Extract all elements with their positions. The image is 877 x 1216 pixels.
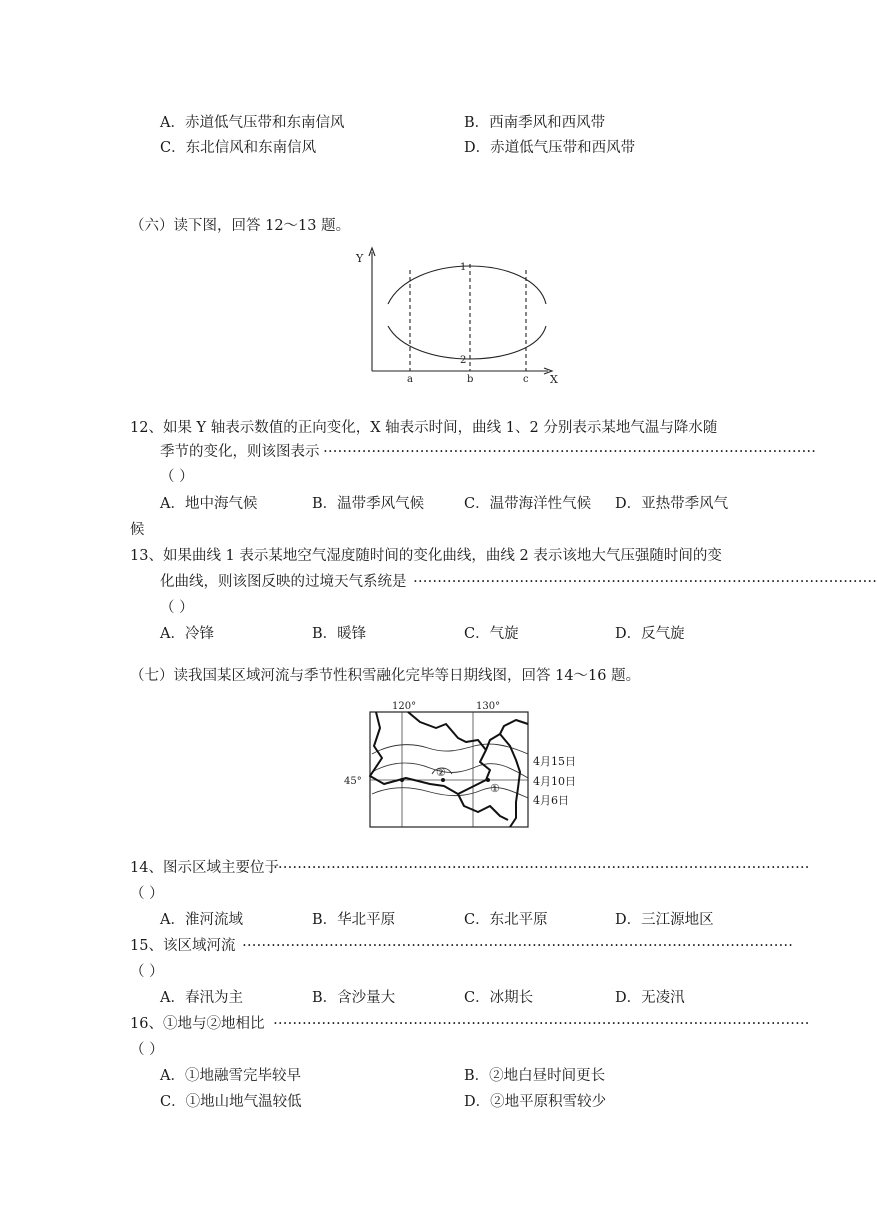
q15-stem: 15、该区域河流 xyxy=(130,938,236,954)
curve-2-label: 2 xyxy=(460,355,467,366)
q15-answer-bracket: （ ） xyxy=(130,964,164,980)
tick-b: b xyxy=(467,374,474,385)
q13-leader-dots: …………………………………………………………………………………… xyxy=(413,570,877,586)
q12-option-b: B．温带季风气候 xyxy=(312,496,425,512)
q12-option-d: D．亚热带季风气 xyxy=(615,496,729,512)
section-heading-7: （七）读我国某区域河流与季节性积雪融化完毕等日期线图，回答 14～16 题。 xyxy=(130,668,641,684)
label-lon-130: 130° xyxy=(476,701,501,712)
q13-option-d: D．反气旋 xyxy=(615,626,685,642)
q13-stem-line1: 13、如果曲线 1 表示某地空气湿度随时间的变化曲线，曲线 2 表示该地大气压强随时间的变 xyxy=(130,548,722,564)
river-north xyxy=(408,712,486,750)
section-heading-6: （六）读下图，回答 12～13 题。 xyxy=(130,218,351,234)
q13-option-c: C．气旋 xyxy=(464,626,519,642)
tick-a: a xyxy=(407,374,413,385)
snowmelt-isoline-map xyxy=(340,698,540,832)
q13-stem-line2: 化曲线，则该图反映的过境天气系统是 xyxy=(160,574,407,590)
q13-option-b: B．暖锋 xyxy=(312,626,367,642)
x-label: X xyxy=(550,373,558,386)
q15-leader-dots: …………………………………………………………………………………………………… xyxy=(242,934,793,950)
label-lon-120: 120° xyxy=(392,701,417,712)
q13-option-a: A．冷锋 xyxy=(160,626,214,642)
isoline-label-apr10: 4月10日 xyxy=(533,775,576,788)
q12-option-a: A．地中海气候 xyxy=(160,496,258,512)
q12-stem-line2: 季节的变化，则该图表示 xyxy=(160,444,320,460)
label-lat-45: 45° xyxy=(344,776,362,787)
option-b: B．西南季风和西风带 xyxy=(464,115,606,131)
q14-option-b: B．华北平原 xyxy=(312,912,396,928)
q16-answer-bracket: （ ） xyxy=(130,1042,164,1058)
isoline-apr15 xyxy=(372,744,528,754)
ellipse-diagram xyxy=(350,244,566,386)
q12-stem-line1: 12、如果 Y 轴表示数值的正向变化，X 轴表示时间，曲线 1、2 分别表示某地气温与降水随 xyxy=(130,420,718,436)
q16-stem: 16、①地与②地相比 xyxy=(130,1016,265,1032)
q12-leader-dots: ………………………………………………………………………………………… xyxy=(323,440,816,456)
isoline-label-apr6: 4月6日 xyxy=(533,794,569,807)
q15-option-d: D．无凌汛 xyxy=(615,990,685,1006)
map-frame xyxy=(370,712,528,827)
q16-option-d: D．②地平原积雪较少 xyxy=(464,1094,607,1110)
option-a: A．赤道低气压带和东南信风 xyxy=(160,115,345,131)
q12-option-c: C．温带海洋性气候 xyxy=(464,496,592,512)
curve-2 xyxy=(388,326,546,359)
q12-option-d-wrap: 候 xyxy=(130,522,145,538)
q14-option-c: C．东北平原 xyxy=(464,912,548,928)
q13-answer-bracket: （ ） xyxy=(160,600,194,616)
q15-option-a: A．春汛为主 xyxy=(160,990,243,1006)
river-south xyxy=(458,794,508,820)
q15-option-b: B．含沙量大 xyxy=(312,990,396,1006)
q16-option-b: B．②地白昼时间更长 xyxy=(464,1068,606,1084)
marker-1: ① xyxy=(490,782,500,795)
curve-1 xyxy=(388,266,546,304)
q14-option-d: D．三江源地区 xyxy=(615,912,714,928)
isoline-label-apr15: 4月15日 xyxy=(533,755,576,768)
option-d: D．赤道低气压带和西风带 xyxy=(464,140,636,156)
q14-option-a: A．淮河流域 xyxy=(160,912,243,928)
q14-leader-dots: ………………………………………………………………………………………………… xyxy=(273,856,810,872)
q12-answer-bracket: （ ） xyxy=(160,469,194,485)
point-dot-west xyxy=(400,778,404,782)
q15-option-c: C．冰期长 xyxy=(464,990,534,1006)
q16-option-c: C．①地山地气温较低 xyxy=(160,1094,302,1110)
q14-stem: 14、图示区域主要位于 xyxy=(130,860,279,876)
q16-option-a: A．①地融雪完毕较早 xyxy=(160,1068,301,1084)
marker-2: ② xyxy=(436,766,446,779)
curve-1-label: 1 xyxy=(460,262,467,273)
tick-c: c xyxy=(523,374,529,385)
q16-leader-dots: ………………………………………………………………………………………………… xyxy=(273,1012,810,1028)
border-east xyxy=(500,734,520,827)
q14-answer-bracket: （ ） xyxy=(130,886,164,902)
y-label: Y xyxy=(356,252,364,265)
option-c: C．东北信风和东南信风 xyxy=(160,140,317,156)
border-west-south xyxy=(370,712,528,794)
